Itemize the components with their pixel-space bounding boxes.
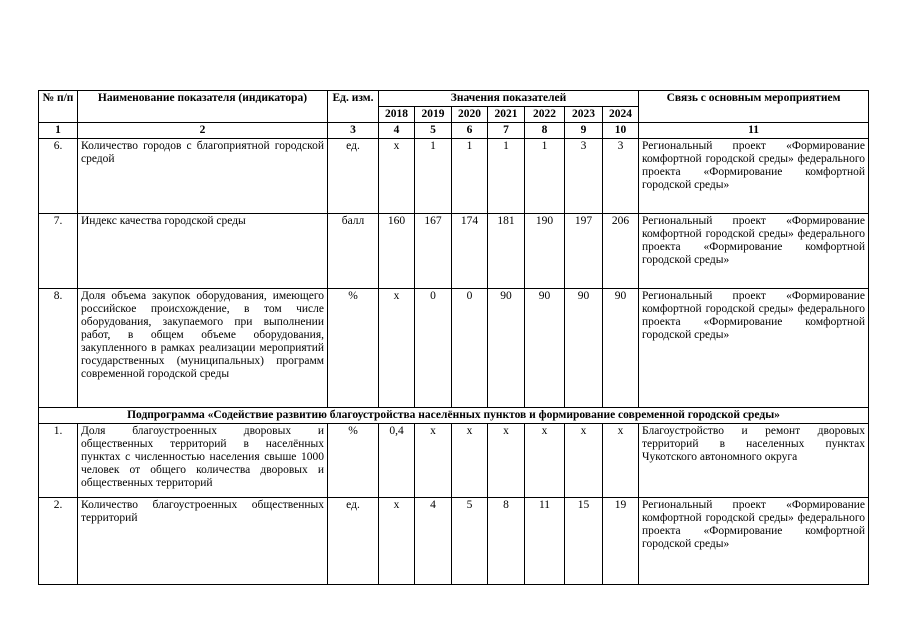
column-number: 5 (415, 123, 452, 139)
row-name: Индекс качества городской среды (78, 214, 328, 289)
row-value: 90 (488, 289, 525, 408)
row-value: х (415, 424, 452, 498)
header-year: 2023 (565, 107, 603, 123)
row-unit: ед. (328, 498, 379, 585)
row-value: 197 (565, 214, 603, 289)
row-value: 5 (452, 498, 488, 585)
header-year: 2018 (379, 107, 415, 123)
row-unit: % (328, 289, 379, 408)
row-num: 2. (39, 498, 78, 585)
column-number: 3 (328, 123, 379, 139)
header-name: Наименование показателя (индикатора) (78, 91, 328, 123)
header-year: 2020 (452, 107, 488, 123)
row-value: 11 (525, 498, 565, 585)
row-value: 90 (525, 289, 565, 408)
row-unit: балл (328, 214, 379, 289)
indicators-table (38, 90, 869, 585)
row-value: 3 (565, 139, 603, 214)
table-row (39, 424, 869, 498)
row-num: 6. (39, 139, 78, 214)
header-values: Значения показателей (379, 91, 639, 107)
row-num: 8. (39, 289, 78, 408)
row-value: 160 (379, 214, 415, 289)
row-value: 167 (415, 214, 452, 289)
header-unit: Ед. изм. (328, 91, 379, 123)
column-number: 8 (525, 123, 565, 139)
table-row (39, 139, 869, 214)
column-number: 2 (78, 123, 328, 139)
subprogram-title: Подпрограмма «Содействие развитию благоустройства населённых пунктов и формирование современной городской среды» (39, 408, 869, 424)
header-num: № п/п (39, 91, 78, 123)
column-number: 11 (639, 123, 869, 139)
row-value: 1 (488, 139, 525, 214)
column-number: 7 (488, 123, 525, 139)
row-value: х (488, 424, 525, 498)
row-value: 181 (488, 214, 525, 289)
row-num: 7. (39, 214, 78, 289)
column-number: 4 (379, 123, 415, 139)
row-value: 174 (452, 214, 488, 289)
row-value: 206 (603, 214, 639, 289)
row-value: х (452, 424, 488, 498)
row-value: х (379, 289, 415, 408)
row-value: 0 (415, 289, 452, 408)
row-name: Доля благоустроенных дворовых и общественных территорий в населённых пунктах с численностью населения свыше 1000 человек от общего количества дворовых и общественных территорий (78, 424, 328, 498)
row-unit: ед. (328, 139, 379, 214)
row-name: Доля объема закупок оборудования, имеющего российское происхождение, в том числе оборудования, закупаемого при выполнении работ, в общем объеме оборудования, закупленного в рамках реализации мероприятий государственных (муниципальных) программ современной городской среды (78, 289, 328, 408)
row-name: Количество благоустроенных общественных территорий (78, 498, 328, 585)
row-unit: % (328, 424, 379, 498)
row-value: 1 (415, 139, 452, 214)
header-year: 2021 (488, 107, 525, 123)
row-value: 190 (525, 214, 565, 289)
row-value: 0 (452, 289, 488, 408)
row-value: 90 (603, 289, 639, 408)
row-value: х (565, 424, 603, 498)
row-value: 1 (525, 139, 565, 214)
row-value: х (379, 498, 415, 585)
row-value: 1 (452, 139, 488, 214)
subprogram-row (39, 408, 869, 424)
row-value: 3 (603, 139, 639, 214)
row-value: х (603, 424, 639, 498)
row-link: Благоустройство и ремонт дворовых территорий в населенных пунктах Чукотского автономного округа (639, 424, 869, 498)
row-value: х (379, 139, 415, 214)
header-year: 2024 (603, 107, 639, 123)
row-value: 8 (488, 498, 525, 585)
header-year: 2019 (415, 107, 452, 123)
table-header-row (39, 91, 869, 107)
row-name: Количество городов с благоприятной городской средой (78, 139, 328, 214)
row-link: Региональный проект «Формирование комфортной городской среды» федерального проекта «Формирование комфортной городской среды» (639, 498, 869, 585)
row-link: Региональный проект «Формирование комфортной городской среды» федерального проекта «Формирование комфортной городской среды» (639, 214, 869, 289)
header-year: 2022 (525, 107, 565, 123)
column-numbers-row (39, 123, 869, 139)
column-number: 9 (565, 123, 603, 139)
table-row (39, 214, 869, 289)
row-value: 90 (565, 289, 603, 408)
column-number: 6 (452, 123, 488, 139)
table-row (39, 289, 869, 408)
row-num: 1. (39, 424, 78, 498)
row-value: 15 (565, 498, 603, 585)
row-link: Региональный проект «Формирование комфортной городской среды» федерального проекта «Формирование комфортной городской среды» (639, 289, 869, 408)
row-value: х (525, 424, 565, 498)
row-value: 4 (415, 498, 452, 585)
column-number: 1 (39, 123, 78, 139)
row-value: 19 (603, 498, 639, 585)
column-number: 10 (603, 123, 639, 139)
table-row (39, 498, 869, 585)
header-link: Связь с основным мероприятием (639, 91, 869, 123)
row-link: Региональный проект «Формирование комфортной городской среды» федерального проекта «Формирование комфортной городской среды» (639, 139, 869, 214)
row-value: 0,4 (379, 424, 415, 498)
